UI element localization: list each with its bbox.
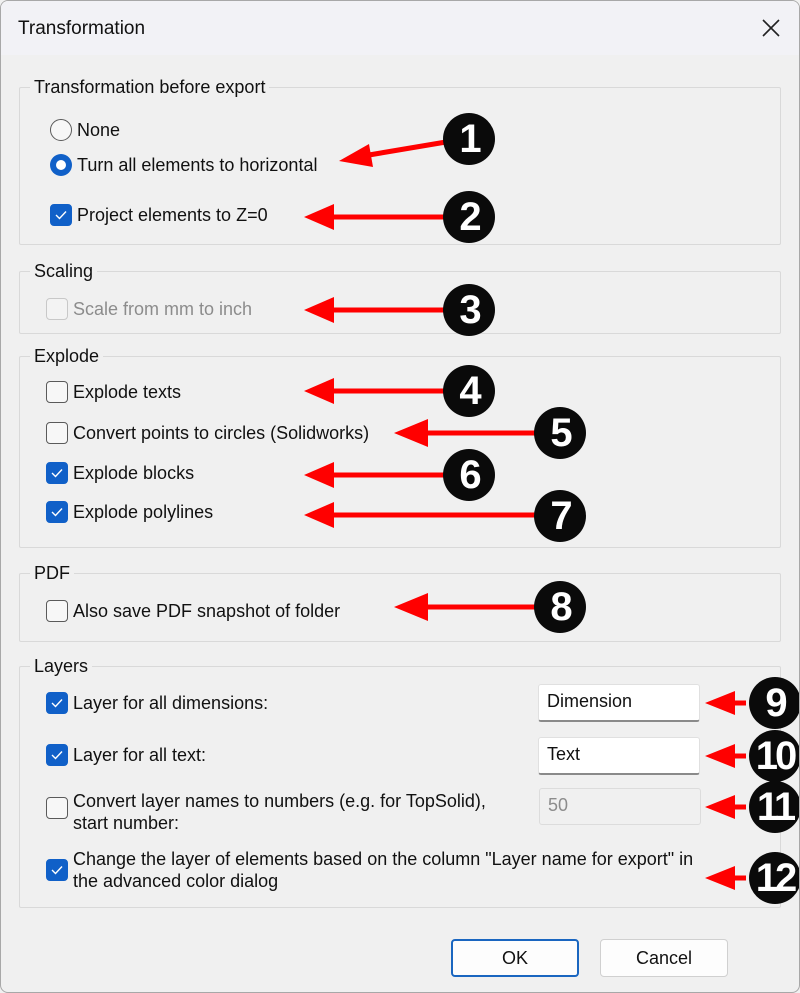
start-number-input[interactable]: 50 [539, 788, 701, 825]
change-layer-line1: Change the layer of elements based on the column "Layer name for export" in [73, 849, 694, 869]
checkbox-save-pdf-snapshot[interactable] [46, 599, 340, 623]
checkbox-checked-icon[interactable] [46, 744, 68, 766]
title-bar [1, 1, 800, 55]
checkbox-checked-icon[interactable] [50, 204, 72, 226]
annotation-badge-9: 9 [749, 677, 800, 729]
radio-none-label: None [77, 120, 121, 140]
checkbox-points-to-circles[interactable] [46, 421, 369, 445]
convert-layer-numbers-line1: Convert layer names to numbers (e.g. for TopSolid), [73, 791, 486, 811]
explode-blocks-label: Explode blocks [73, 463, 195, 483]
checkbox-explode-texts[interactable] [46, 380, 181, 404]
checkbox-checked-icon[interactable] [46, 462, 68, 484]
radio-horizontal[interactable] [50, 153, 317, 177]
radio-button-icon[interactable] [50, 119, 72, 141]
change-layer-line2: the advanced color dialog [73, 871, 279, 891]
convert-layer-numbers-label [73, 790, 486, 834]
explode-polylines-label: Explode polylines [73, 502, 214, 522]
convert-layer-numbers-line2: start number: [73, 813, 180, 833]
annotation-badge-11: 11 [749, 781, 800, 833]
radio-none[interactable] [50, 118, 120, 142]
radio-button-selected-icon[interactable] [50, 154, 72, 176]
checkbox-unchecked-icon[interactable] [46, 600, 68, 622]
checkbox-convert-layer-numbers[interactable] [46, 790, 486, 834]
checkbox-layer-text[interactable] [46, 743, 206, 767]
layer-text-label: Layer for all text: [73, 745, 207, 765]
layer-text-input[interactable]: Text [538, 737, 700, 775]
checkbox-checked-icon[interactable] [46, 859, 68, 881]
project-z0-label: Project elements to Z=0 [77, 205, 268, 225]
checkbox-unchecked-icon[interactable] [46, 797, 68, 819]
group-label-scaling: Scaling [30, 259, 97, 283]
annotation-badge-8: 8 [534, 581, 586, 633]
annotation-badge-6: 6 [443, 449, 495, 501]
close-x-icon [761, 18, 781, 38]
group-label-pdf: PDF [30, 561, 74, 585]
checkbox-unchecked-icon[interactable] [46, 422, 68, 444]
checkbox-checked-icon[interactable] [46, 692, 68, 714]
annotation-badge-10: 10 [749, 730, 800, 782]
close-button[interactable] [751, 9, 791, 47]
checkbox-change-layer-by-column[interactable] [46, 848, 693, 892]
annotation-badge-7: 7 [534, 490, 586, 542]
annotation-badge-5: 5 [534, 407, 586, 459]
annotation-badge-1: 1 [443, 113, 495, 165]
group-label-transformation: Transformation before export [30, 75, 269, 99]
ok-button[interactable]: OK [451, 939, 579, 977]
annotation-badge-2: 2 [443, 191, 495, 243]
explode-texts-label: Explode texts [73, 382, 182, 402]
checkbox-unchecked-icon[interactable] [46, 381, 68, 403]
checkbox-disabled-icon[interactable] [46, 298, 68, 320]
cancel-button[interactable]: Cancel [600, 939, 728, 977]
annotation-badge-3: 3 [443, 284, 495, 336]
checkbox-checked-icon[interactable] [46, 501, 68, 523]
checkbox-scale-mm-inch[interactable] [46, 297, 252, 321]
dialog-title: Transformation [18, 18, 146, 39]
group-label-explode: Explode [30, 344, 103, 368]
checkbox-explode-polylines[interactable] [46, 500, 213, 524]
group-label-layers: Layers [30, 654, 92, 678]
checkbox-layer-dimensions[interactable] [46, 691, 268, 715]
scale-mm-inch-label: Scale from mm to inch [73, 299, 253, 319]
radio-horizontal-label: Turn all elements to horizontal [77, 155, 318, 175]
save-pdf-snapshot-label: Also save PDF snapshot of folder [73, 601, 341, 621]
change-layer-label [73, 848, 693, 892]
checkbox-explode-blocks[interactable] [46, 461, 194, 485]
annotation-badge-4: 4 [443, 365, 495, 417]
points-to-circles-label: Convert points to circles (Solidworks) [73, 423, 370, 443]
checkbox-project-z0[interactable] [50, 203, 268, 227]
annotation-badge-12: 12 [749, 852, 800, 904]
layer-dimensions-label: Layer for all dimensions: [73, 693, 269, 713]
layer-dimensions-input[interactable]: Dimension [538, 684, 700, 722]
